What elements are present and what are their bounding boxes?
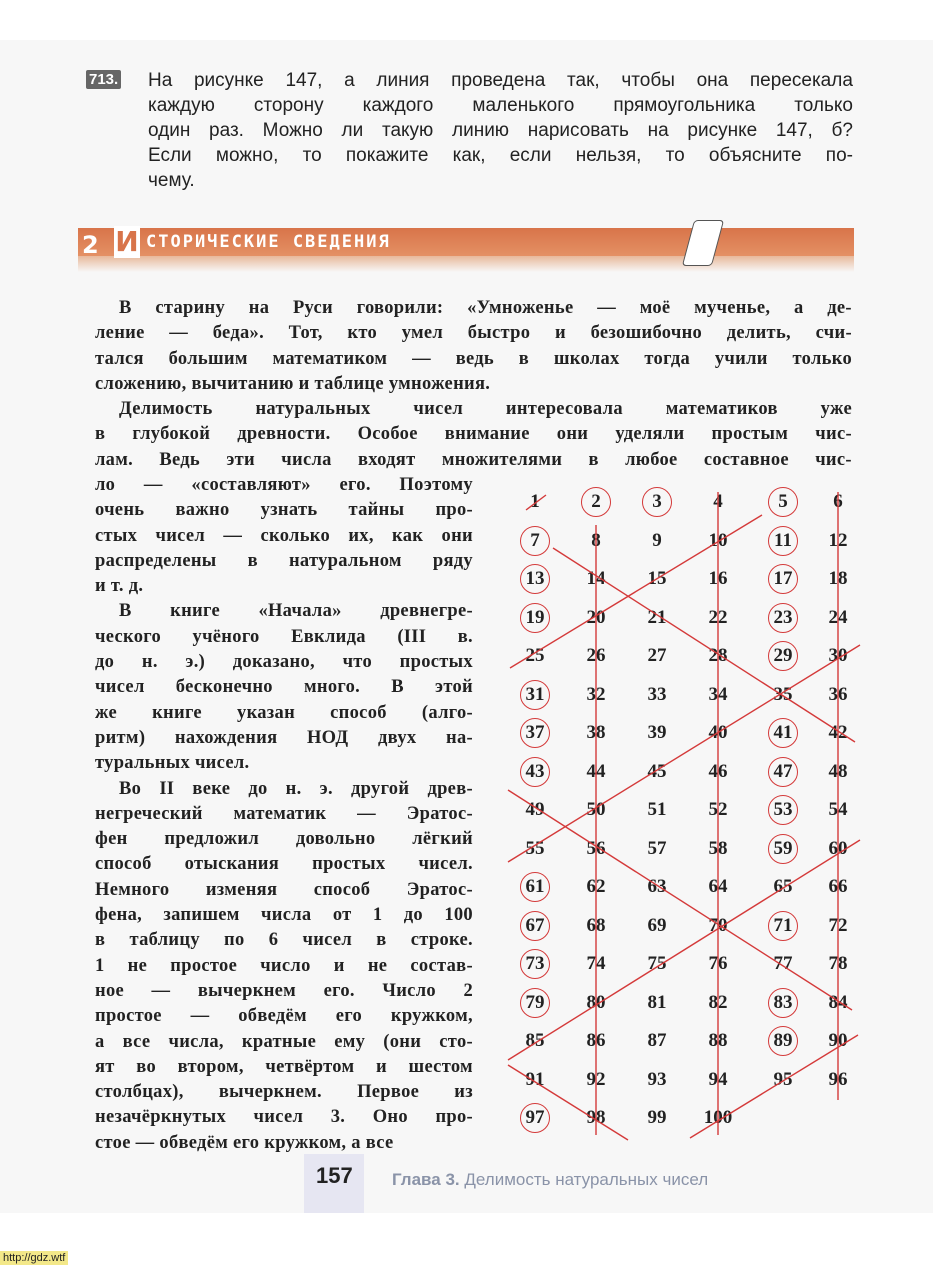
sieve-number: 20 (586, 606, 606, 628)
sieve-number: 81 (647, 991, 667, 1013)
sieve-number: 16 (708, 568, 728, 589)
sieve-number: 58 (708, 837, 728, 859)
sieve-number: 35 (773, 683, 793, 705)
sieve-number: 32 (586, 683, 606, 705)
text-line: Немного изменяя способ Эратос- (95, 879, 473, 900)
cross-line (690, 1035, 858, 1138)
text-line: незачёркнутых чисел 3. Оно про- (95, 1107, 473, 1128)
sieve-number: 36 (828, 683, 848, 705)
sieve-number: 85 (525, 1030, 545, 1051)
sieve-number: 82 (708, 991, 728, 1013)
sieve-number: 45 (647, 760, 667, 782)
sieve-number: 79 (525, 991, 545, 1013)
sieve-number: 84 (828, 991, 848, 1013)
text-line: чисел бесконечно много. В этой (95, 677, 473, 698)
sieve-number: 18 (828, 568, 848, 589)
sieve-number: 78 (828, 953, 848, 974)
chapter-label: Глава 3. (392, 1170, 460, 1189)
sieve-number: 51 (647, 799, 667, 820)
sieve-number: 10 (708, 529, 728, 551)
text-line: негреческий математик — Эратос- (95, 803, 473, 824)
text-line: фен предложил довольно лёгкий (95, 829, 473, 850)
text-line: тался большим математиком — ведь в школах тогда учили только (95, 348, 852, 369)
sieve-number: 7 (530, 529, 540, 551)
text-line: ческого учёного Евклида (III в. (95, 626, 473, 647)
sieve-number: 3 (652, 491, 662, 512)
sieve-number: 76 (708, 953, 728, 974)
sieve-number: 90 (828, 1030, 848, 1051)
sieve-number: 21 (647, 606, 667, 628)
sieve-number: 72 (828, 914, 848, 936)
text-line: распределены в натуральном ряду (95, 550, 473, 571)
sieve-number: 23 (773, 606, 793, 628)
sieve-number: 86 (586, 1030, 606, 1051)
section-number: 2 (82, 231, 99, 259)
sieve-number: 49 (525, 799, 545, 820)
text-line: простое — обведём его кружком, (95, 1006, 473, 1027)
sieve-number: 52 (708, 799, 728, 820)
sieve-number: 38 (586, 722, 606, 743)
sieve-number: 12 (828, 529, 848, 551)
sieve-number: 63 (647, 876, 667, 897)
text-line: способ отыскания простых чисел. (95, 854, 473, 875)
sieve-number: 88 (708, 1030, 728, 1051)
sieve-number: 59 (773, 837, 793, 859)
sieve-number: 67 (525, 914, 545, 936)
sieve-number: 44 (586, 760, 606, 782)
text-line: стое — обведём его кружком, а все (95, 1132, 394, 1153)
sieve-number: 47 (773, 760, 793, 782)
text-line: ло — «составляют» его. Поэтому (95, 475, 473, 495)
sieve-number: 39 (647, 722, 667, 743)
sieve-number: 50 (586, 799, 606, 820)
text-line: лам. Ведь эти числа входят множителями в любое составное чис- (95, 449, 852, 470)
sieve-number: 77 (773, 953, 793, 974)
sieve-number: 60 (828, 837, 848, 859)
text-line: ритм) нахождения НОД двух на- (95, 727, 473, 748)
text-line: сложению, вычитанию и таблице умножения. (95, 373, 491, 394)
sieve-number: 70 (708, 914, 728, 936)
text-line: и т. д. (95, 576, 144, 597)
sieve-number: 26 (586, 645, 606, 666)
text-line: На рисунке 147, а линия проведена так, чтобы она пересекала (148, 70, 853, 91)
sieve-number: 14 (586, 568, 606, 589)
sieve-number: 8 (591, 529, 601, 551)
text-line: чему. (148, 170, 195, 191)
sieve-number: 62 (586, 876, 606, 897)
sieve-number: 43 (525, 760, 545, 782)
sieve-number: 9 (652, 529, 662, 551)
sieve-number: 24 (828, 606, 848, 628)
sieve-number: 93 (647, 1068, 667, 1090)
sieve-number: 41 (773, 722, 793, 743)
text-line: фена, запишем числа от 1 до 100 (95, 905, 473, 926)
cross-line (508, 837, 860, 1060)
text-line: Во II веке до н. э. другой древ- (119, 778, 473, 799)
sieve-number: 99 (647, 1107, 667, 1128)
sieve-number: 74 (586, 953, 606, 974)
text-line: Если можно, то покажите как, если нельзя, то объясните по- (148, 145, 853, 166)
task-number: 713. (86, 70, 121, 89)
sieve-number: 91 (525, 1068, 545, 1090)
text-line: 1 не простое число и не состав- (95, 955, 473, 976)
sieve-number: 92 (586, 1068, 606, 1090)
text-line: В книге «Начала» древнегре- (119, 601, 473, 622)
sieve-number: 4 (713, 491, 723, 512)
sieve-number: 5 (778, 491, 788, 512)
sieve-number: 53 (773, 799, 793, 820)
chapter-title: Делимость натуральных чисел (464, 1170, 709, 1189)
sieve-number: 2 (591, 491, 601, 512)
sieve-number: 25 (525, 645, 545, 666)
text-line: столбцах), вычеркнем. Первое из (95, 1082, 473, 1103)
watermark-link[interactable]: http://gdz.wtf (0, 1251, 68, 1265)
sieve-number: 31 (525, 683, 545, 705)
text-line: до н. э.) доказано, что простых (95, 652, 473, 673)
sieve-number: 97 (525, 1107, 545, 1128)
sieve-number: 66 (828, 876, 848, 897)
text-line: же книге указан способ (алго- (95, 702, 473, 723)
sieve-number: 83 (773, 991, 793, 1013)
sieve-number: 55 (525, 837, 545, 859)
cross-line (526, 495, 546, 510)
section-title: СТОРИЧЕСКИЕ СВЕДЕНИЯ (146, 232, 391, 252)
sieve-number: 48 (828, 760, 848, 782)
text-line: Делимость натуральных чисел интересовала математиков уже (119, 399, 852, 420)
sieve-number: 6 (833, 491, 843, 512)
sieve-number: 56 (586, 837, 606, 859)
sieve-number: 68 (586, 914, 606, 936)
sieve-number: 98 (586, 1107, 606, 1128)
text-line: а все числа, кратные ему (они сто- (95, 1031, 473, 1052)
sieve-number: 34 (708, 683, 728, 705)
sieve-number: 22 (708, 606, 728, 628)
sieve-number: 94 (708, 1068, 728, 1090)
sieve-number: 13 (525, 568, 545, 589)
text-line: туральных чисел. (95, 753, 250, 774)
text-line: ят во втором, четвёртом и шестом (95, 1056, 473, 1077)
sieve-number: 28 (708, 645, 728, 666)
text-line: в таблицу по 6 чисел в строке. (95, 930, 473, 951)
sieve-number: 17 (773, 568, 793, 589)
sieve-number: 40 (708, 722, 728, 743)
cross-line (508, 790, 852, 1010)
sieve-number: 73 (525, 953, 545, 974)
sieve-number: 100 (703, 1107, 733, 1128)
sieve-number: 30 (828, 645, 848, 666)
sieve-number: 95 (773, 1068, 793, 1090)
cross-line (553, 548, 855, 742)
cross-line (508, 1065, 628, 1140)
sieve-number: 1 (530, 491, 540, 512)
text-line: стых чисел — сколько их, как они (95, 525, 473, 546)
sieve-number: 29 (773, 645, 793, 666)
sieve-number: 69 (647, 914, 667, 936)
sieve-number: 71 (773, 914, 793, 936)
cross-line (510, 515, 762, 668)
sieve-number: 75 (647, 953, 667, 974)
sieve-number: 42 (828, 722, 848, 743)
section-title-capital: И (115, 225, 139, 258)
sieve-number: 54 (828, 799, 848, 820)
text-line: В старину на Руси говорили: «Умноженье — моё мученье, а де- (119, 298, 852, 318)
sieve-number: 89 (773, 1030, 793, 1051)
sieve-number: 80 (586, 991, 606, 1013)
text-line: ление — беда». Тот, кто умел быстро и безошибочно делить, счи- (95, 323, 852, 344)
sieve-number: 37 (525, 722, 545, 743)
sieve-number: 46 (708, 760, 728, 782)
sieve-number: 33 (647, 683, 667, 705)
text-line: в глубокой древности. Особое внимание они уделяли простым чис- (95, 424, 852, 445)
sieve-number: 61 (525, 876, 545, 897)
text-line: очень важно узнать тайны про- (95, 500, 473, 521)
sieve-number: 65 (773, 876, 793, 897)
text-line: один раз. Можно ли такую линию нарисовать на рисунке 147, б? (148, 120, 853, 141)
cross-line (508, 645, 860, 862)
sieve-number: 19 (525, 606, 545, 628)
text-line: каждую сторону каждого маленького прямоугольника только (148, 95, 853, 116)
sieve-number: 64 (708, 876, 728, 897)
sieve-number: 87 (647, 1030, 667, 1051)
sieve-number: 15 (647, 568, 667, 589)
sieve-number: 11 (774, 529, 792, 551)
sieve-number: 57 (647, 837, 667, 859)
sieve-number: 96 (828, 1068, 848, 1090)
text-line: ное — вычеркнем его. Число 2 (95, 980, 473, 1001)
sieve-number: 27 (647, 645, 667, 666)
chapter-footer (392, 1170, 708, 1190)
page-number: 157 (316, 1163, 353, 1188)
